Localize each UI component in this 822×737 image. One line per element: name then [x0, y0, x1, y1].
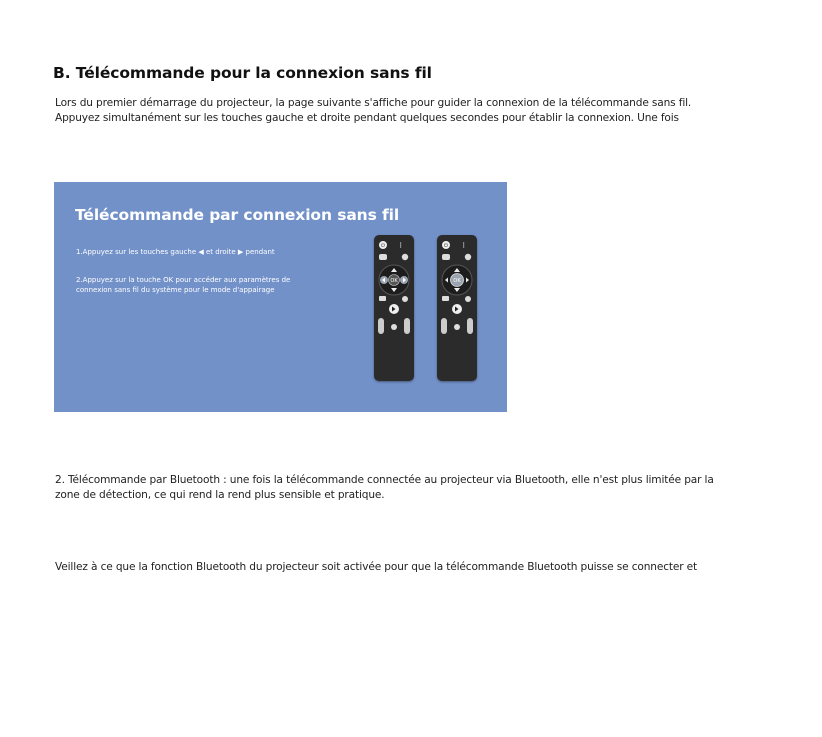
bluetooth-line-2: zone de détection, ce qui rend la rend plus sensible et pratique. — [55, 489, 385, 501]
pairing-step-2 — [76, 275, 290, 295]
remote-control-left-right-icon — [374, 235, 414, 381]
pairing-step-2-line-1: 2.Appuyez sur la touche OK pour accéder aux paramètres de — [76, 276, 291, 284]
bluetooth-paragraph — [55, 473, 714, 503]
pairing-screen-image — [54, 182, 507, 412]
svg-text:⏻: ⏻ — [381, 243, 385, 249]
pairing-step-2-line-2: connexion sans fil du système pour le mode d'appairage — [76, 286, 275, 294]
bluetooth-line-1: 2. Télécommande par Bluetooth : une fois la télécommande connectée au projecteur via Bluetooth, elle n'est plus limitée par la — [55, 474, 714, 486]
pairing-step-1: 1.Appuyez sur les touches gauche ◀ et droite ▶ pendant — [76, 248, 275, 256]
ok-key-label: OK — [390, 278, 398, 284]
intro-paragraph — [55, 96, 691, 126]
intro-line-1: Lors du premier démarrage du projecteur, la page suivante s'affiche pour guider la connexion de la télécommande sans fil. — [55, 97, 692, 109]
pairing-screen-title: Télécommande par connexion sans fil — [75, 206, 400, 224]
remote-control-ok-icon — [437, 235, 477, 381]
svg-text:⏻: ⏻ — [444, 243, 448, 249]
section-heading: B. Télécommande pour la connexion sans fil — [53, 64, 432, 82]
intro-line-2: Appuyez simultanément sur les touches gauche et droite pendant quelques secondes pour établir la connexion. Une fois — [55, 112, 679, 124]
bluetooth-note: Veillez à ce que la fonction Bluetooth du projecteur soit activée pour que la télécommande Bluetooth puisse se connecter et — [55, 561, 698, 573]
ok-key-label: OK — [453, 278, 461, 284]
